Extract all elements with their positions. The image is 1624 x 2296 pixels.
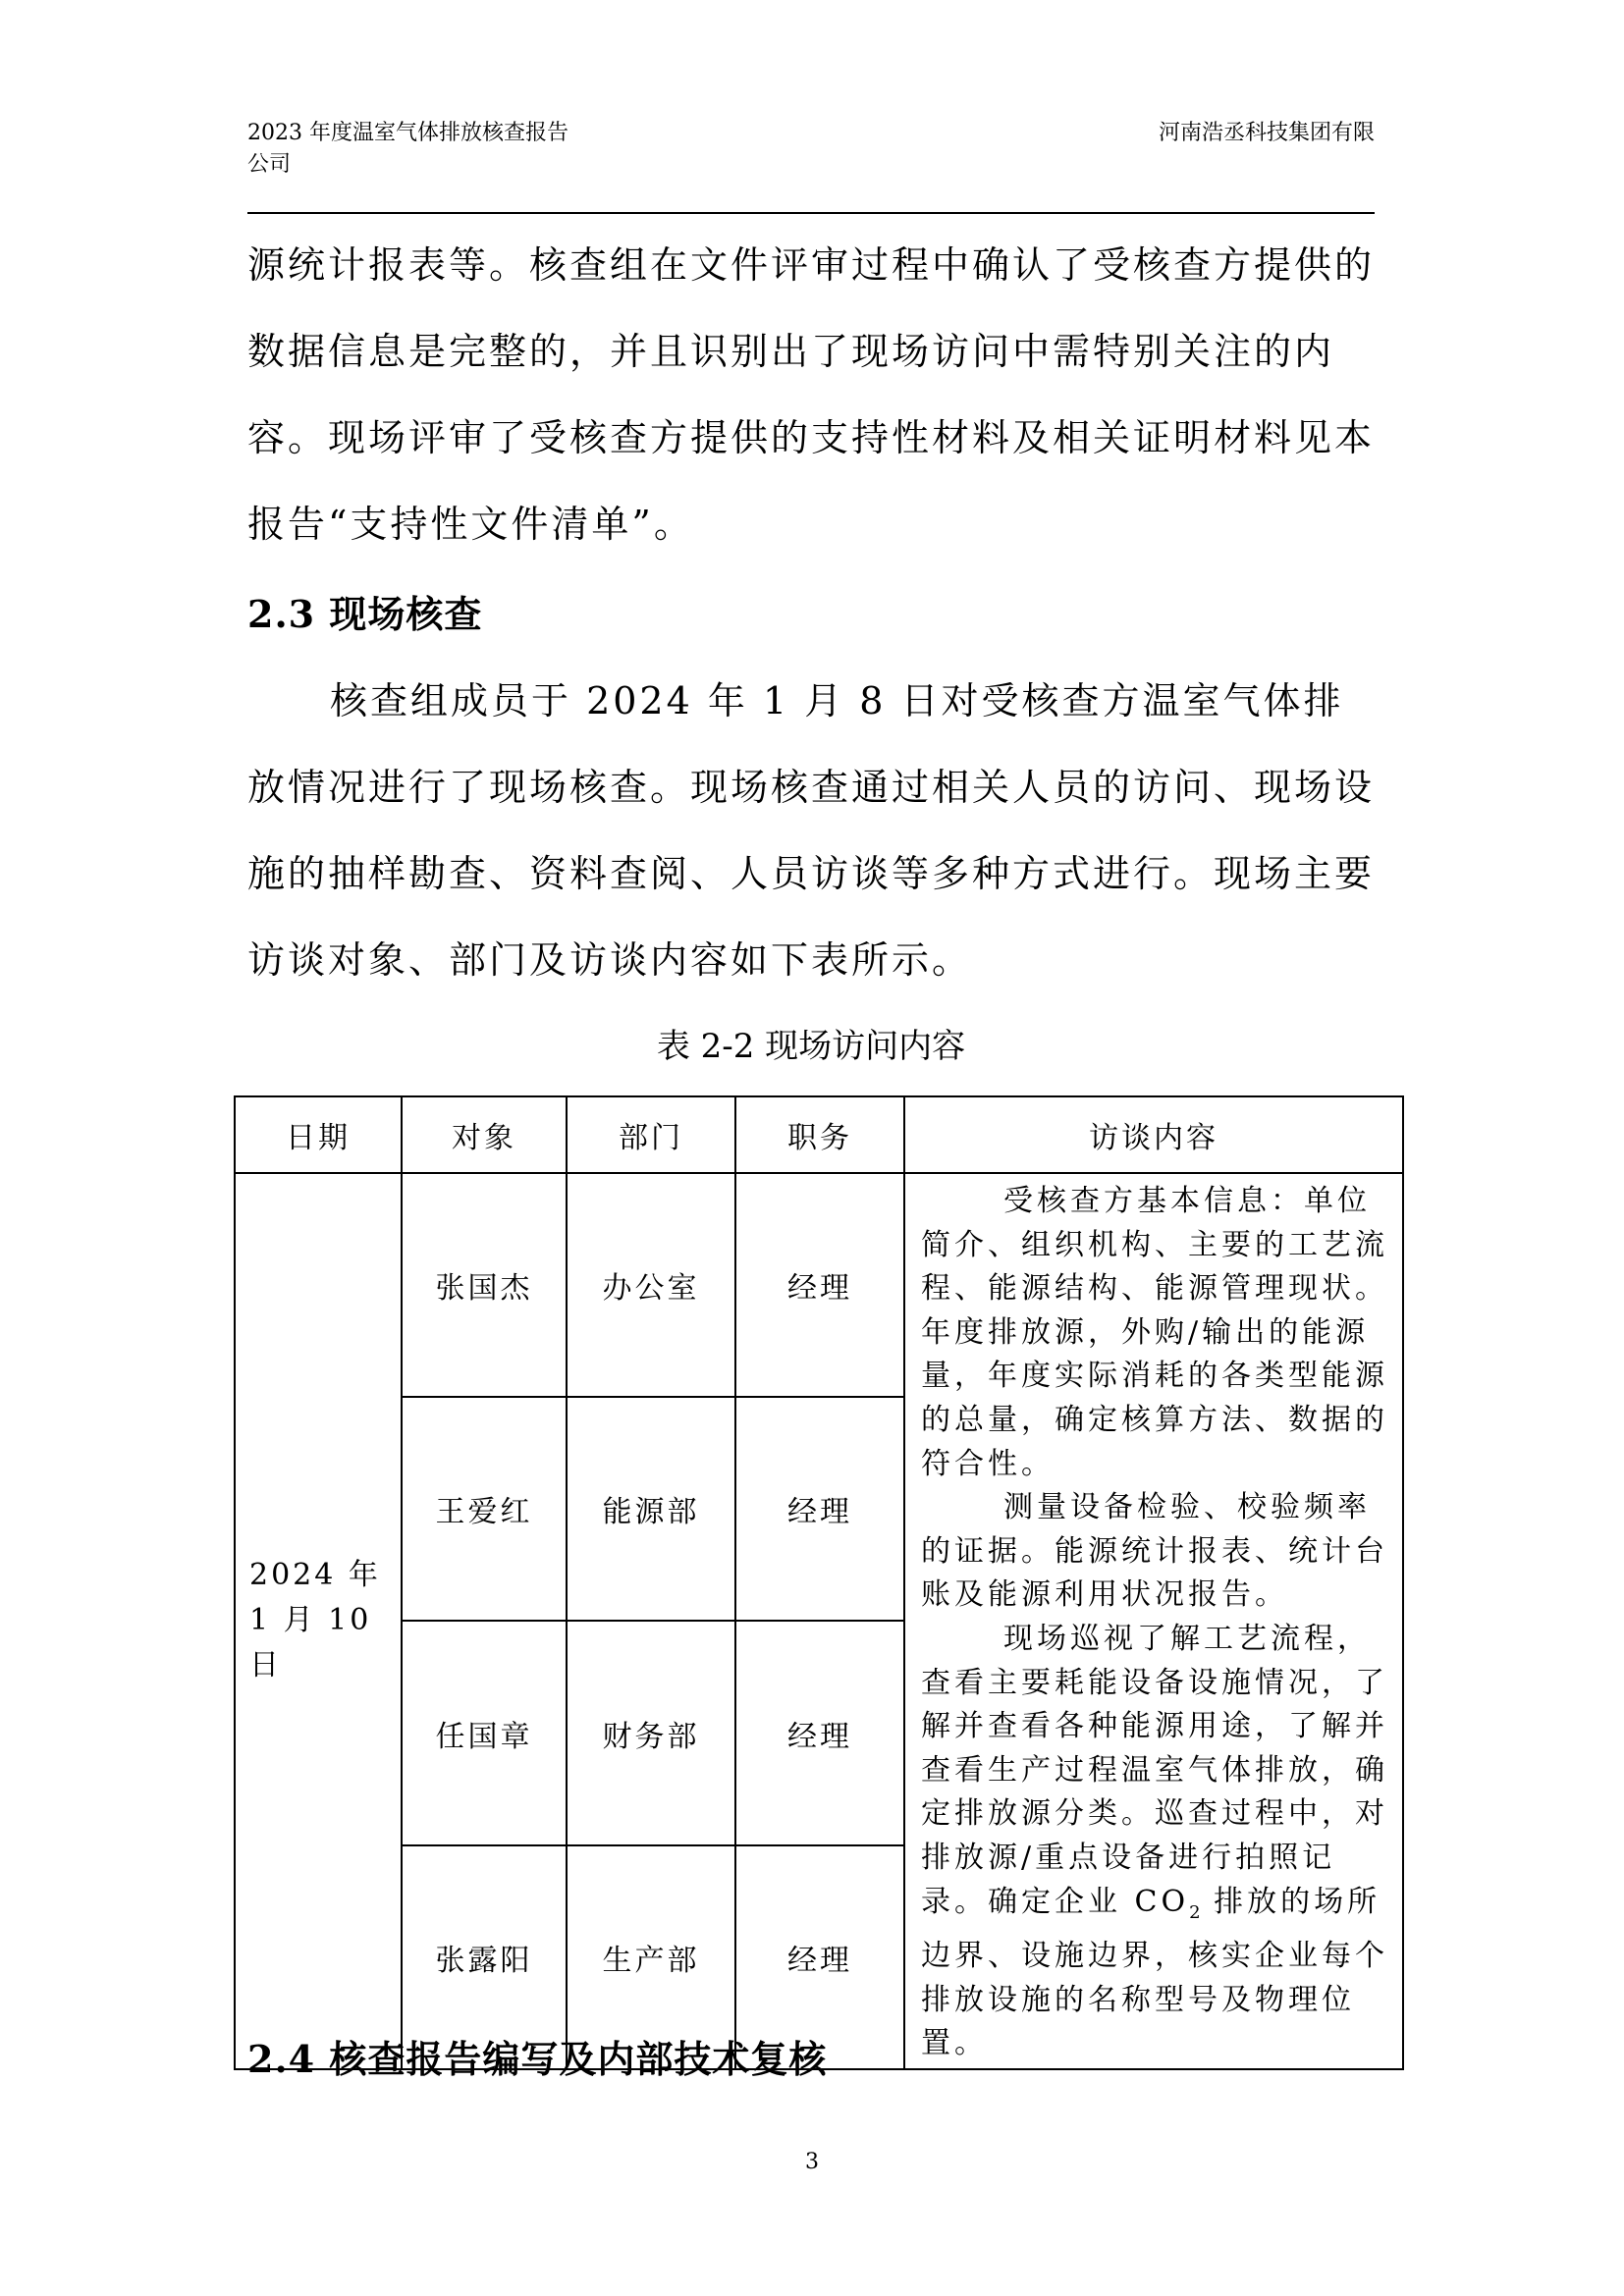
header-company-name: 河南浩丞科技集团有限 bbox=[1158, 121, 1375, 145]
department-cell: 财务部 bbox=[567, 1621, 735, 1844]
header-position: 职务 bbox=[735, 1096, 904, 1173]
header-report-title bbox=[247, 118, 640, 181]
section-heading-2-3: 2.3 现场核查 bbox=[247, 592, 483, 636]
position-cell: 经理 bbox=[735, 1173, 904, 1397]
content-p3-end: 排放的场所边界、设施边界，核实企业每个排放设施的名称型号及物理位置。 bbox=[921, 1884, 1388, 2061]
content-paragraph-2: 测量设备检验、校验频率的证据。能源统计报表、统计台账及能源利用状况报告。 bbox=[921, 1490, 1388, 1613]
header-title-text: 2023 年度温室气体排放核查报告 bbox=[247, 121, 568, 145]
page-number: 3 bbox=[805, 2150, 819, 2174]
header-interview-content: 访谈内容 bbox=[904, 1096, 1403, 1173]
person-cell: 张国杰 bbox=[402, 1173, 567, 1397]
table-row bbox=[235, 1173, 1403, 1397]
interview-table bbox=[234, 1095, 1404, 2070]
table-header-row bbox=[235, 1096, 1403, 1173]
content-paragraph-1: 受核查方基本信息：单位简介、组织机构、主要的工艺流程、能源结构、能源管理现状。年度排放源，外购/输出的能源量，年度实际消耗的各类型能源的总量，确定核算方法、数据的符合性。 bbox=[921, 1184, 1388, 1481]
interview-date: 2024 年 1 月 10 日 bbox=[235, 1173, 402, 2069]
person-cell: 张露阳 bbox=[402, 1845, 567, 2069]
co2-subscript: 2 bbox=[1189, 1901, 1201, 1923]
section-2-3-paragraph: 核查组成员于 2024 年 1 月 8 日对受核查方温室气体排放情况进行了现场核查。现场核查通过相关人员的访问、现场设施的抽样勘查、资料查阅、人员访谈等多种方式进行。现场主要访谈对象、部门及访谈内容如下表所示。 bbox=[247, 679, 1376, 982]
content-p3-start: 现场巡视了解工艺流程，查看主要耗能设备设施情况，了解并查看各种能源用途，了解并查看生产过程温室气体排放，确定排放源分类。巡查过程中，对排放源/重点设备进行拍照记录。确定企业 CO bbox=[921, 1621, 1388, 1919]
department-cell: 能源部 bbox=[567, 1397, 735, 1621]
person-cell: 任国章 bbox=[402, 1621, 567, 1844]
position-cell: 经理 bbox=[735, 1845, 904, 2069]
header-date: 日期 bbox=[235, 1096, 402, 1173]
position-cell: 经理 bbox=[735, 1621, 904, 1844]
position-cell: 经理 bbox=[735, 1397, 904, 1621]
person-cell: 王爱红 bbox=[402, 1397, 567, 1621]
department-cell: 生产部 bbox=[567, 1845, 735, 2069]
table-caption: 表 2-2 现场访问内容 bbox=[656, 1027, 966, 1066]
section-heading-2-4: 2.4 核查报告编写及内部技术复核 bbox=[247, 2037, 828, 2081]
header-person: 对象 bbox=[402, 1096, 567, 1173]
department-cell: 办公室 bbox=[567, 1173, 735, 1397]
body-paragraph-1: 源统计报表等。核查组在文件评审过程中确认了受核查方提供的数据信息是完整的，并且识别出了现场访问中需特别关注的内容。现场评审了受核查方提供的支持性材料及相关证明材料见本报告“支持性文件清单”。 bbox=[247, 243, 1376, 546]
header-department: 部门 bbox=[567, 1096, 735, 1173]
content-paragraph-3 bbox=[921, 1618, 1388, 2066]
header-company-wrap: 公司 bbox=[247, 152, 292, 177]
interview-content bbox=[904, 1173, 1403, 2069]
header-divider bbox=[247, 212, 1375, 214]
